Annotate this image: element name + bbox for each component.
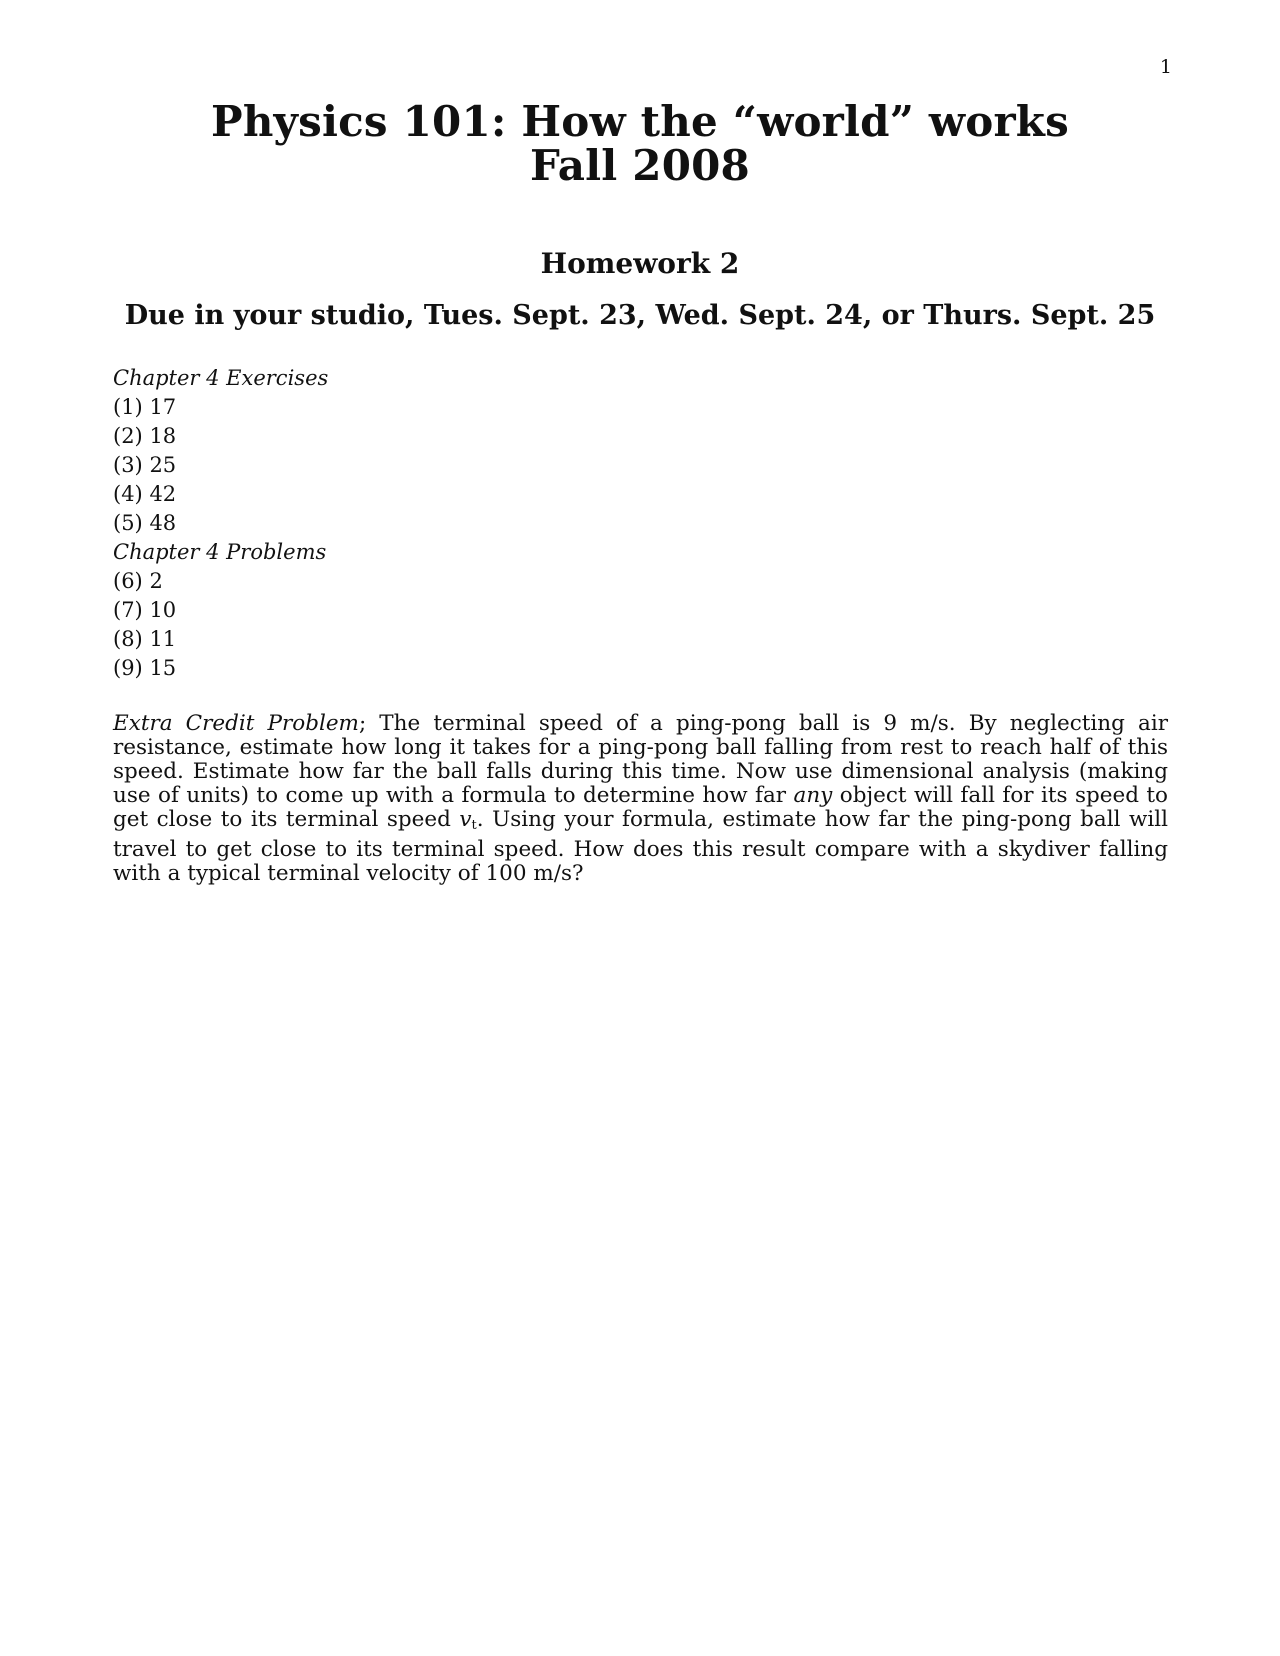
list-item xyxy=(113,625,1168,654)
item-label: (6) xyxy=(113,569,143,593)
problems-heading: Chapter 4 Problems xyxy=(113,540,327,564)
page-number: 1 xyxy=(1159,56,1172,78)
list-item xyxy=(113,422,1168,451)
due-date-line: Due in your studio, Tues. Sept. 23, Wed. Sept. 24, or Thurs. Sept. 25 xyxy=(124,300,1156,331)
item-value: 18 xyxy=(149,424,177,448)
item-label: (2) xyxy=(113,424,143,448)
list-item xyxy=(113,393,1168,422)
list-item xyxy=(113,509,1168,538)
extra-credit-text-2: object will fall for its speed to get close to its terminal speed xyxy=(113,783,1168,832)
extra-credit-emphasis: any xyxy=(793,783,833,808)
item-value: 48 xyxy=(149,511,177,535)
item-label: (5) xyxy=(113,511,143,535)
item-value: 25 xyxy=(149,453,177,477)
item-value: 15 xyxy=(149,656,177,680)
extra-credit-label: Extra Credit Problem xyxy=(113,711,359,736)
item-label: (8) xyxy=(113,627,143,651)
item-label: (7) xyxy=(113,598,143,622)
course-title: Physics 101: How the “world” works xyxy=(211,97,1069,146)
terminal-speed-subscript: t xyxy=(471,818,477,833)
list-item xyxy=(113,451,1168,480)
item-value: 42 xyxy=(149,482,177,506)
item-value: 17 xyxy=(149,395,177,419)
item-label: (1) xyxy=(113,395,143,419)
item-label: (9) xyxy=(113,656,143,680)
homework-title: Homework 2 xyxy=(540,247,740,280)
assignment-content xyxy=(113,364,1168,908)
extra-credit-text-3: . Using your formula, estimate how far the ping-pong ball will travel to get close to its terminal speed. How does this result compare with a skydiver falling with a typical terminal velocity of 100 m/s? xyxy=(113,807,1168,886)
course-title-block xyxy=(0,97,1280,190)
exercises-heading: Chapter 4 Exercises xyxy=(113,366,329,390)
item-label: (4) xyxy=(113,482,143,506)
list-item xyxy=(113,596,1168,625)
list-item xyxy=(113,567,1168,596)
item-value: 2 xyxy=(149,569,163,593)
list-item xyxy=(113,654,1168,683)
item-label: (3) xyxy=(113,453,143,477)
list-item xyxy=(113,480,1168,509)
terminal-speed-symbol: v xyxy=(459,807,472,832)
extra-credit-paragraph xyxy=(113,712,1168,886)
item-value: 10 xyxy=(149,598,177,622)
extra-credit-text-1: ; The terminal speed of a ping-pong ball is 9 m/s. By neglecting air resistance, estimate how long it takes for a ping-pong ball falling from rest to reach half of this speed. Estimate how far the ball falls during this time. Now use dimensional analysis (making use of units) to come up with a formula to determine how far xyxy=(113,711,1168,808)
term-title: Fall 2008 xyxy=(530,141,750,190)
item-value: 11 xyxy=(149,627,177,651)
